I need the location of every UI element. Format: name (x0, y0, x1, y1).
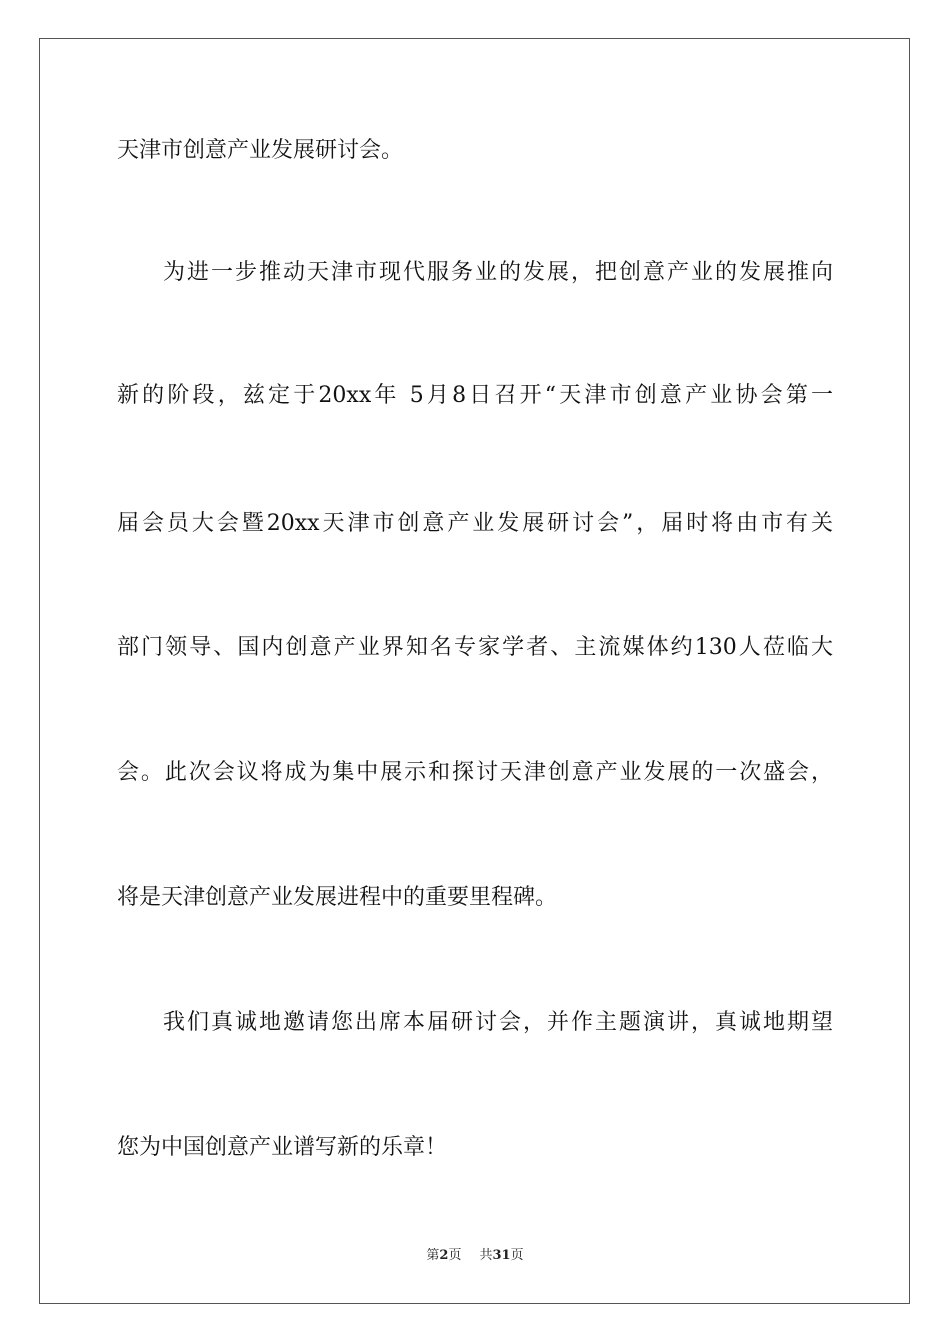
paragraph-3-line-1: 我们真诚地邀请您出席本届研讨会，并作主题演讲，真诚地期望 (163, 1010, 833, 1035)
paragraph-2-line-1: 为进一步推动天津市现代服务业的发展，把创意产业的发展推向 (163, 260, 833, 285)
page-suffix: 页 (448, 1248, 462, 1263)
paragraph-2-line-4: 部门领导、国内创意产业界知名专家学者、主流媒体约130人莅临大 (117, 635, 833, 660)
page-footer (0, 1247, 950, 1265)
paragraph-3-line-2: 您为中国创意产业谱写新的乐章！ (117, 1135, 448, 1160)
total-suffix: 页 (510, 1248, 524, 1263)
paragraph-2-line-2: 新的阶段，兹定于20xx年 5月8日召开“天津市创意产业协会第一 (117, 383, 833, 408)
paragraph-2-line-5: 会。此次会议将成为集中展示和探讨天津创意产业发展的一次盛会， (117, 760, 833, 785)
page-number: 2 (439, 1248, 449, 1263)
total-pages: 31 (492, 1248, 511, 1263)
page-border (39, 38, 910, 1304)
text-line-1: 天津市创意产业发展研讨会。 (117, 138, 404, 163)
page-prefix: 第 (426, 1248, 440, 1263)
paragraph-2-line-6: 将是天津创意产业发展进程中的重要里程碑。 (117, 885, 558, 910)
paragraph-2-line-3: 届会员大会暨20xx天津市创意产业发展研讨会”，届时将由市有关 (117, 511, 833, 536)
total-prefix: 共 (479, 1248, 493, 1263)
